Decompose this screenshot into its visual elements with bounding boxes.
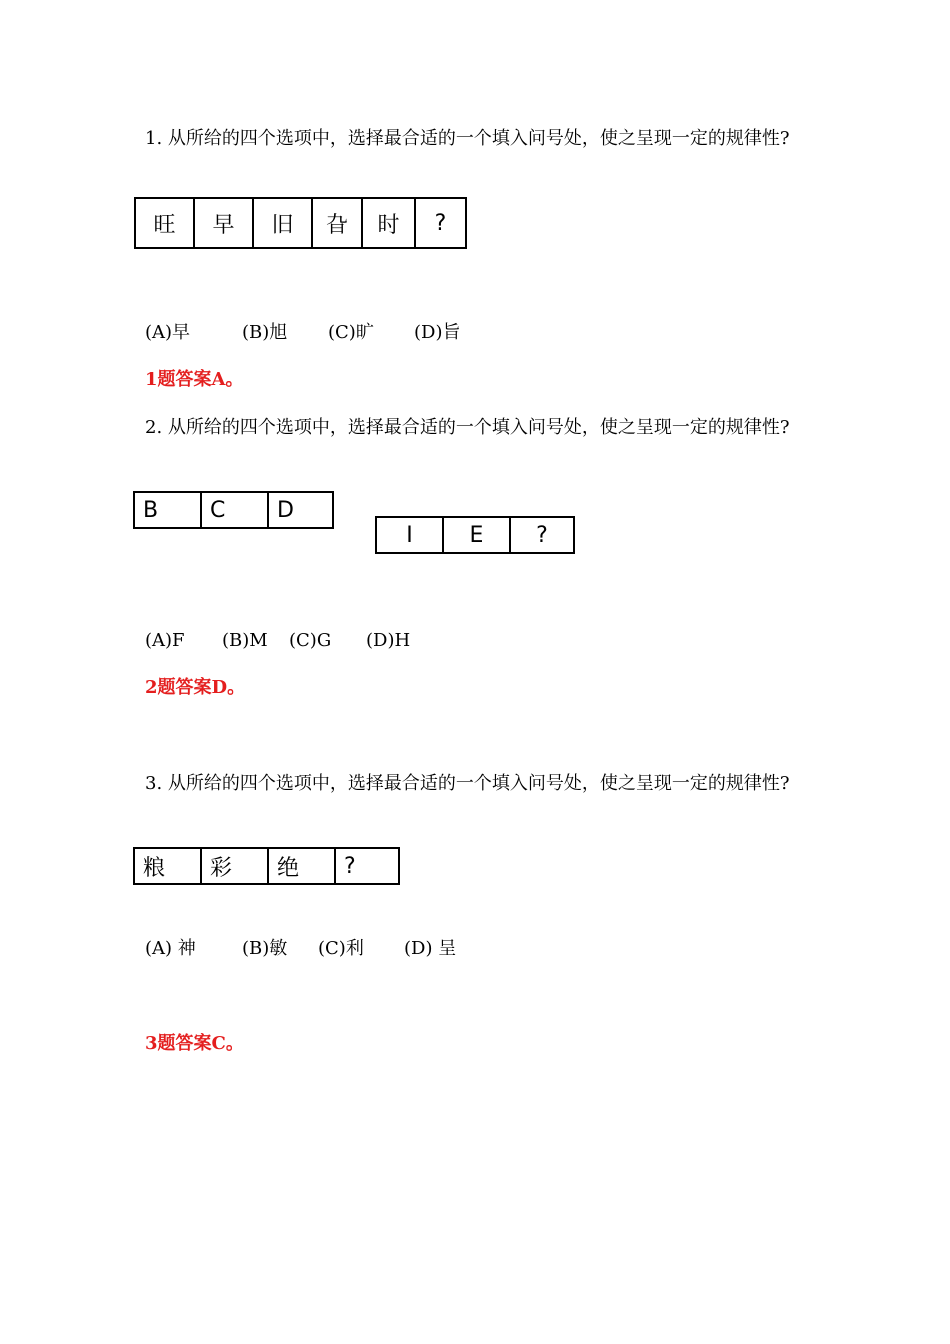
option-c: (C)利 bbox=[318, 938, 364, 959]
sequence-cell-question-mark: ? bbox=[536, 522, 548, 548]
sequence-cell: 绝 bbox=[269, 849, 336, 883]
question-1-answer: 1题答案A。 bbox=[145, 369, 244, 390]
sequence-cell: D bbox=[277, 497, 294, 523]
sequence-cell: 旧 bbox=[254, 199, 313, 247]
option-d: (D) 呈 bbox=[404, 938, 457, 959]
option-a: (A) 神 bbox=[145, 938, 196, 959]
option-b: (B)M bbox=[222, 630, 268, 651]
sequence-cell: 彩 bbox=[202, 849, 269, 883]
question-3-answer: 3题答案C。 bbox=[145, 1033, 244, 1054]
option-a: (A)早 bbox=[145, 322, 191, 343]
question-1-prompt: 1. 从所给的四个选项中，选择最合适的一个填入问号处，使之呈现一定的规律性? bbox=[145, 128, 790, 149]
sequence-cell-question-mark: ? bbox=[344, 853, 356, 879]
question-3-prompt: 3. 从所给的四个选项中，选择最合适的一个填入问号处，使之呈现一定的规律性? bbox=[145, 773, 790, 794]
option-c: (C)旷 bbox=[328, 322, 374, 343]
sequence-cell: 时 bbox=[363, 199, 416, 247]
option-b: (B)旭 bbox=[242, 322, 288, 343]
sequence-cell: 旮 bbox=[313, 199, 363, 247]
option-d: (D)H bbox=[366, 630, 411, 651]
sequence-cell-question-mark: ? bbox=[434, 210, 447, 236]
sequence-cell: C bbox=[202, 493, 269, 527]
sequence-cell: 旺 bbox=[136, 199, 195, 247]
question-2-sequence-b bbox=[375, 516, 575, 554]
sequence-cell: E bbox=[444, 518, 511, 552]
option-c: (C)G bbox=[289, 630, 332, 651]
option-a: (A)F bbox=[145, 630, 185, 651]
question-1-sequence bbox=[134, 197, 467, 249]
question-2-sequence-a bbox=[133, 491, 334, 529]
question-3-sequence bbox=[133, 847, 400, 885]
question-2-options bbox=[145, 629, 545, 653]
option-d: (D)旨 bbox=[414, 322, 461, 343]
question-2-answer: 2题答案D。 bbox=[145, 677, 246, 698]
sequence-cell: 粮 bbox=[135, 849, 202, 883]
question-2-prompt: 2. 从所给的四个选项中，选择最合适的一个填入问号处，使之呈现一定的规律性? bbox=[145, 417, 790, 438]
sequence-cell: B bbox=[135, 493, 202, 527]
sequence-cell: 早 bbox=[195, 199, 254, 247]
option-b: (B)敏 bbox=[242, 938, 288, 959]
sequence-cell: I bbox=[377, 518, 444, 552]
question-3-options bbox=[145, 937, 545, 961]
question-1-options bbox=[145, 321, 545, 345]
